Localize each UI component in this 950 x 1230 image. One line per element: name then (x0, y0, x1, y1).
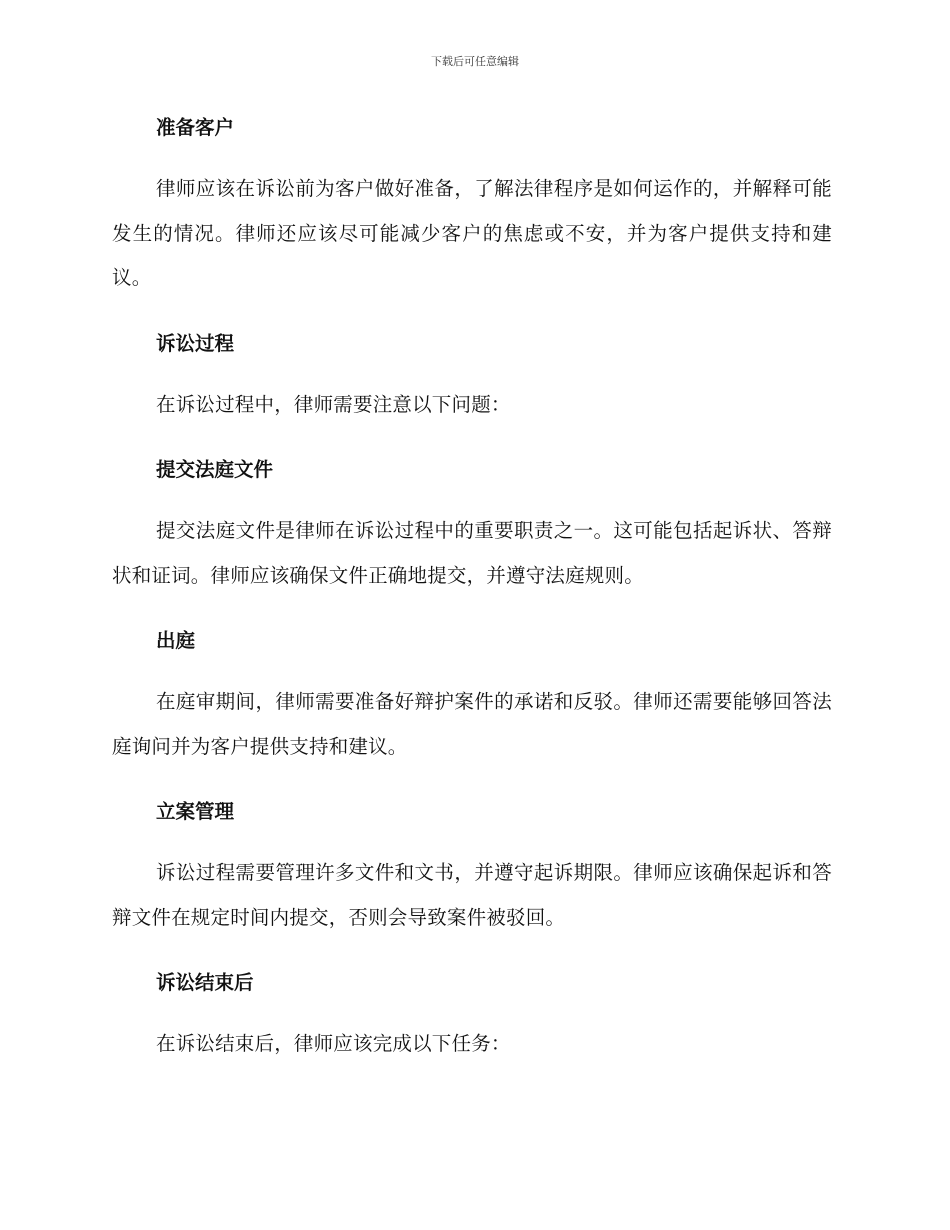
section-heading: 立案管理 (156, 800, 235, 823)
section-paragraph: 在诉讼过程中，律师需要注意以下问题： (156, 392, 511, 416)
section-heading: 准备客户 (156, 116, 235, 139)
section-heading: 诉讼结束后 (156, 971, 254, 994)
section-paragraph: 在庭审期间，律师需要准备好辩护案件的承诺和反驳。律师还需要能够回答法庭询问并为客户提供支持和建议。 (112, 690, 832, 758)
header-note: 下载后可任意编辑 (431, 55, 519, 68)
section-prepare-client (112, 112, 832, 328)
section-paragraph: 律师应该在诉讼前为客户做好准备，了解法律程序是如何运作的，并解释可能发生的情况。律师还应该尽可能减少客户的焦虑或不安，并为客户提供支持和建议。 (112, 177, 832, 289)
section-heading: 提交法庭文件 (156, 458, 274, 481)
section-heading: 出庭 (156, 629, 196, 652)
section-paragraph: 诉讼过程需要管理许多文件和文书，并遵守起诉期限。律师应该确保起诉和答辩文件在规定时间内提交，否则会导致案件被驳回。 (112, 861, 832, 929)
document-body (112, 112, 832, 1067)
section-after-litigation (112, 967, 832, 1067)
section-submit-court-documents (112, 454, 832, 625)
section-heading: 诉讼过程 (156, 331, 235, 355)
section-court-appearance (112, 625, 832, 796)
section-litigation-process (112, 328, 832, 455)
section-paragraph: 在诉讼结束后，律师应该完成以下任务： (156, 1032, 511, 1055)
section-paragraph: 提交法庭文件是律师在诉讼过程中的重要职责之一。这可能包括起诉状、答辩状和证词。律师应该确保文件正确地提交，并遵守法庭规则。 (112, 519, 832, 587)
section-case-management (112, 796, 832, 967)
